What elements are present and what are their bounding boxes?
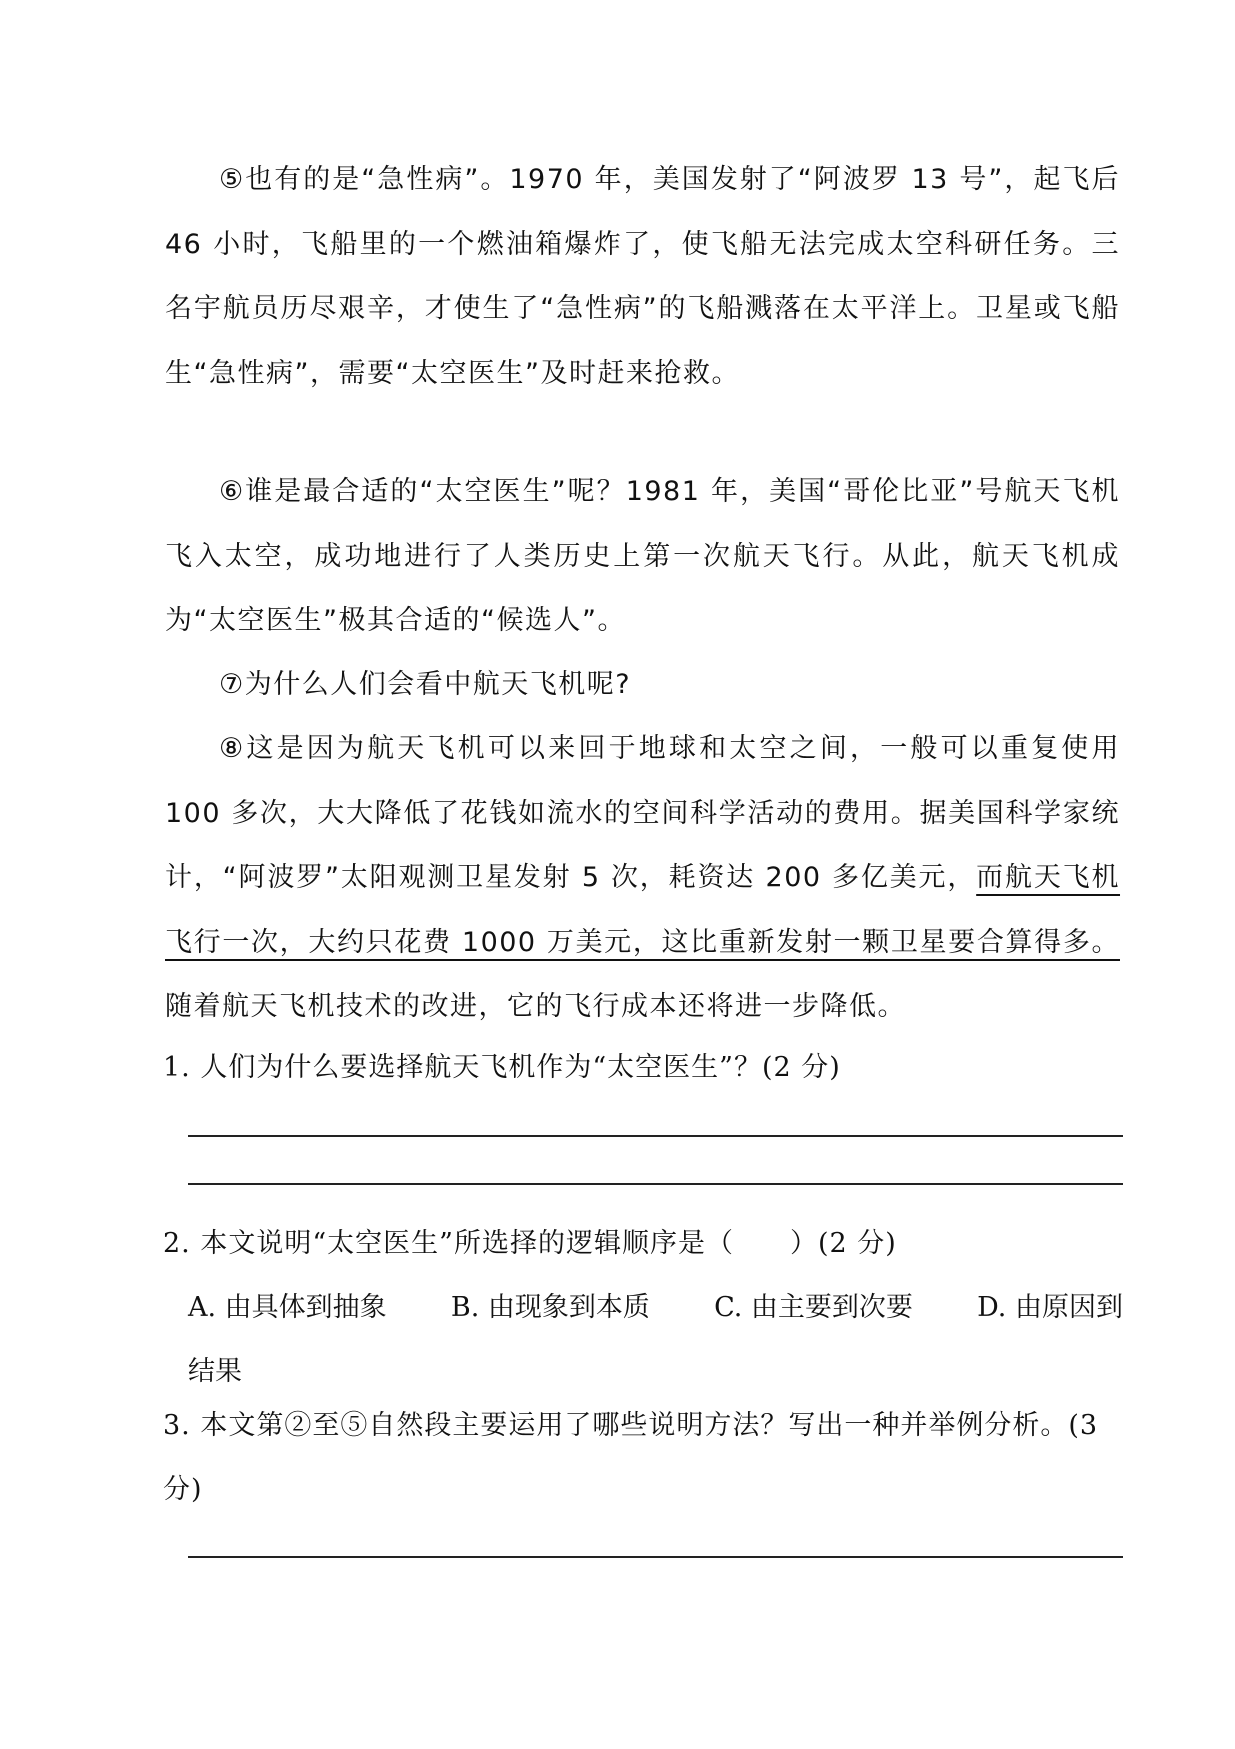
paragraph-7: ⑦为什么人们会看中航天飞机呢?: [219, 669, 632, 700]
paragraph-8: [165, 717, 1120, 1040]
option-d-continued[interactable]: 结果: [188, 1356, 242, 1387]
option-a[interactable]: A. 由具体到抽象: [188, 1292, 387, 1323]
answer-line-q1-2[interactable]: [188, 1183, 1123, 1185]
question-1: 1. 人们为什么要选择航天飞机作为“太空医生”？(2 分): [163, 1052, 841, 1083]
option-b[interactable]: B. 由现象到本质: [450, 1292, 650, 1323]
option-d[interactable]: D. 由原因到: [977, 1292, 1123, 1323]
question-2: 2. 本文说明“太空医生”所选择的逻辑顺序是（ ）(2 分): [163, 1228, 897, 1259]
paragraph-5: ⑤也有的是“急性病”。1970 年，美国发射了“阿波罗 13 号”，起飞后 46 小时，飞船里的一个燃油箱爆炸了，使飞船无法完成太空科研任务。三名宇航员历尽艰辛，才使生了“急性病”的飞船溅落在太平洋上。卫星或飞船生“急性病”，需要“太空医生”及时赶来抢救。: [165, 164, 1120, 389]
question-3: 3. 本文第②至⑤自然段主要运用了哪些说明方法？写出一种并举例分析。(3 分): [163, 1410, 1099, 1505]
paragraph-8-text-after: 随着航天飞机技术的改进，它的飞行成本还将进一步降低。: [165, 991, 906, 1022]
answer-line-q1-1[interactable]: [188, 1135, 1123, 1137]
question-2-options: [188, 1276, 1123, 1404]
paragraph-8-text-before: ⑧这是因为航天飞机可以来回于地球和太空之间，一般可以重复使用 100 多次，大大降低了花钱如流水的空间科学活动的费用。据美国科学家统计，“阿波罗”太阳观测卫星发射 5 次，耗资达 200 多亿美元，: [165, 733, 1120, 893]
paragraph-6: ⑥谁是最合适的“太空医生”呢？1981 年，美国“哥伦比亚”号航天飞机飞入太空，成功地进行了人类历史上第一次航天飞行。从此，航天飞机成为“太空医生”极其合适的“候选人”。: [165, 476, 1120, 636]
option-c[interactable]: C. 由主要到次要: [714, 1292, 913, 1323]
paragraph-8-underlined-sentence: 而航天飞机飞行一次，大约只花费 1000 万美元，这比重新发射一颗卫星要合算得多。: [165, 862, 1121, 958]
answer-line-q3-1[interactable]: [188, 1556, 1123, 1558]
